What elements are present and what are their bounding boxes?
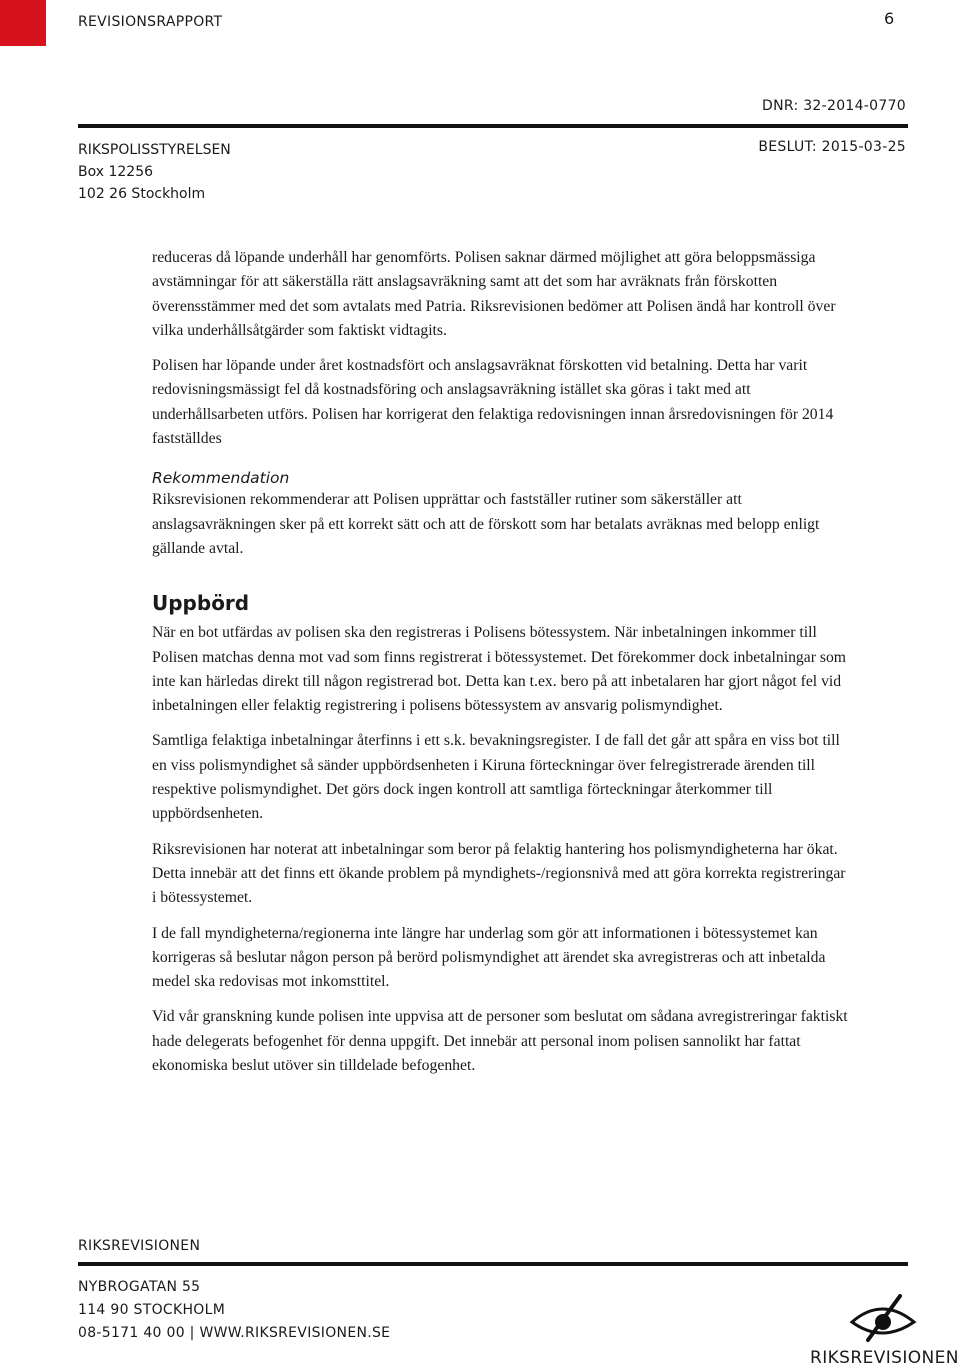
recommendation-heading: Rekommendation xyxy=(152,469,290,488)
footer-address xyxy=(78,1276,390,1345)
body-paragraph: Polisen har löpande under året kostnadsfört och anslagsavräknat förskotten vid betalning. Detta har varit redovisningsmässigt fel då kostnadsföring och anslagsavräkning istället ska göras i takt med att underhållsarbeten utförs. Polisen har korrigerat den felaktiga redovisningen innan årsredovisningen för 2014 fastställdes xyxy=(152,357,834,448)
body-paragraph: Riksrevisionen har noterat att inbetalningar som beror på felaktig hantering hos polismyndigheterna har ökat. Detta innebär att det finns ett ökande problem på myndighets-/regionsnivå med att göra korrekta registreringar i bötessystemet. xyxy=(152,840,846,907)
report-type-title: REVISIONSRAPPORT xyxy=(78,14,223,30)
decision-date: BESLUT: 2015-03-25 xyxy=(758,139,906,155)
section-heading: Uppbörd xyxy=(152,591,250,616)
recipient-box: Box 12256 xyxy=(78,164,154,180)
recipient-city: 102 26 Stockholm xyxy=(78,186,206,202)
footer-divider xyxy=(78,1262,908,1266)
riksrevisionen-logo xyxy=(806,1292,958,1370)
footer-street: NYBROGATAN 55 xyxy=(78,1279,201,1295)
diary-number: DNR: 32-2014-0770 xyxy=(762,98,906,114)
footer-contact: 08-5171 40 00 | WWW.RIKSREVISIONEN.SE xyxy=(78,1325,391,1341)
logo-wordmark: RIKSREVISIONEN xyxy=(810,1348,959,1368)
header-divider xyxy=(78,124,908,128)
recipient-address xyxy=(78,139,231,205)
recipient-name: RIKSPOLISSTYRELSEN xyxy=(78,142,231,158)
eye-icon xyxy=(848,1292,920,1346)
report-body xyxy=(152,246,852,1089)
body-paragraph: Samtliga felaktiga inbetalningar återfinns i ett s.k. bevakningsregister. I de fall det går att spåra en viss bot till en viss polismyndighet så sänder uppbördsenheten i Kiruna förteckningar över felregistrerade ärenden till respektive polismyndighet. Det görs dock ingen kontroll att samtliga förteckningar återkommer till uppbördsenheten. xyxy=(152,732,840,823)
footer-org-name: RIKSREVISIONEN xyxy=(78,1238,201,1254)
brand-red-square xyxy=(0,0,46,46)
page-number: 6 xyxy=(884,9,895,28)
recommendation-text: Riksrevisionen rekommenderar att Polisen upprättar och fastställer rutiner som säkerställer att anslagsavräkningen sker på ett korrekt sätt och att de förskott som har betalats avräknas med belopp enligt gällande avtal. xyxy=(152,491,820,557)
body-paragraph: När en bot utfärdas av polisen ska den registreras i Polisens bötessystem. När inbetalningen inkommer till Polisen matchas denna mot vad som finns registrerat i bötessystemet. Det förekommer dock inbetalningar som inte kan härledas direkt till någon registrerad bot. Detta kan t.ex. bero på att inbetalaren har gjort något fel vid inbetalningen eller felaktig registrering i polisens bötessystem av ansvarig polismyndighet. xyxy=(152,624,847,715)
body-paragraph: Vid vår granskning kunde polisen inte uppvisa att de personer som beslutat om sådana avregistreringar faktiskt hade delegerats befogenhet för denna uppgift. Det innebär att personal inom polisen sannolikt har fattat ekonomiska beslut utöver sin tilldelade befogenhet. xyxy=(152,1008,848,1075)
body-paragraph: reduceras då löpande underhåll har genomförts. Polisen saknar därmed möjlighet att göra beloppsmässiga avstämningar för att säkerställa rätt anslagsavräkning samt att det som har avräknats från förskotten överensstämmer med det som avtalats med Patria. Riksrevisionen bedömer att Polisen ändå har kontroll över vilka underhållsåtgärder som faktiskt vidtagits. xyxy=(152,249,836,339)
footer-city: 114 90 STOCKHOLM xyxy=(78,1302,226,1318)
body-paragraph: I de fall myndigheterna/regionerna inte längre har underlag som gör att informationen i bötessystemet kan korrigeras så beslutar någon person på berörd polismyndighet att ärendet ska avregistreras och att inbetalda medel ska redovisas mot inkomsttitel. xyxy=(152,924,826,991)
